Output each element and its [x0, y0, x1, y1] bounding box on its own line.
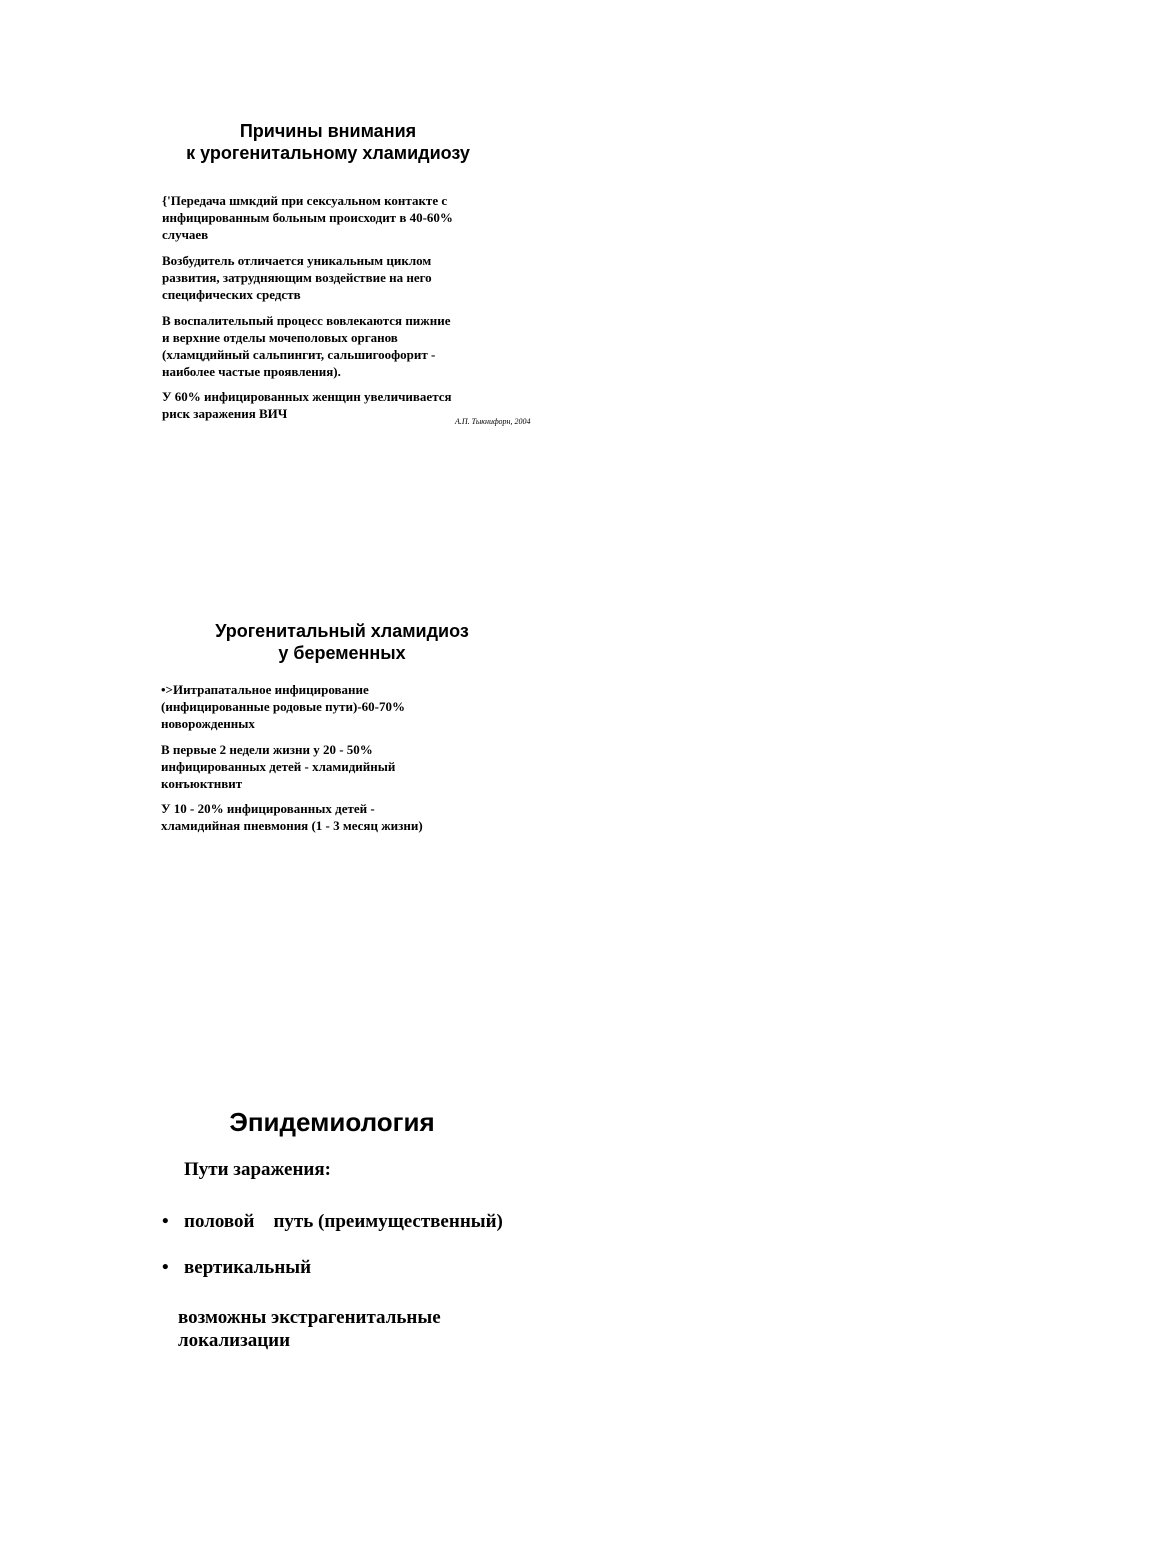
slide-epidemiology	[0, 1090, 600, 1390]
paragraph: У 10 - 20% инфицированных детей - хламидийная пневмония (1 - 3 месяц жизни)	[161, 801, 423, 833]
paragraph: {'Передача шмкдий при сексуальном контакте с инфицированным больным происходит в 40-60% случаев	[162, 193, 453, 242]
slide-title	[150, 120, 506, 164]
slide-pregnancy	[0, 600, 600, 860]
paragraph: В воспалительпый процесс вовлекаются пижние и верхние отделы мочеполовых органов (хламцдийный сальпингит, сальшигоофорит - наиболее частые проявления).	[162, 313, 451, 379]
slide-title	[160, 620, 524, 664]
title-line: Причины внимания	[239, 121, 417, 141]
paragraph: У 60% инфицированных женщин увеличивается риск заражения ВИЧ	[162, 389, 452, 421]
bullet-icon: •	[162, 1257, 169, 1278]
title-line: у беременных	[278, 643, 406, 663]
slide-title: Эпидемиология	[229, 1107, 435, 1137]
paragraph: •>Иитрапатальное инфицирование (инфицированные родовые пути)-60-70% новорожденных	[161, 682, 406, 731]
bullet-icon: •	[162, 1211, 169, 1232]
transmission-list	[162, 1210, 503, 1302]
subtitle: Пути заражения:	[184, 1159, 331, 1180]
paragraph: В первые 2 недели жизни у 20 - 50% инфицированных детей - хламидийный конъюктнвит	[161, 742, 396, 791]
list-item	[162, 1210, 503, 1256]
list-item-text: вертикальный	[184, 1257, 312, 1278]
slide-causes	[0, 0, 600, 460]
list-item-text: половой путь (преимущественный)	[184, 1211, 503, 1232]
note: возможны экстрагенитальные локализации	[178, 1307, 441, 1351]
title-line: Урогенитальный хламидиоз	[215, 621, 469, 641]
list-item	[162, 1256, 503, 1302]
source-caption: А.П. Тыкнифорн, 2004	[455, 417, 531, 426]
title-line: к урогенитальному хламидиозу	[186, 143, 470, 163]
paragraph: Возбудитель отличается уникальным циклом развития, затрудняющим воздействие на него специфических средств	[162, 253, 432, 302]
